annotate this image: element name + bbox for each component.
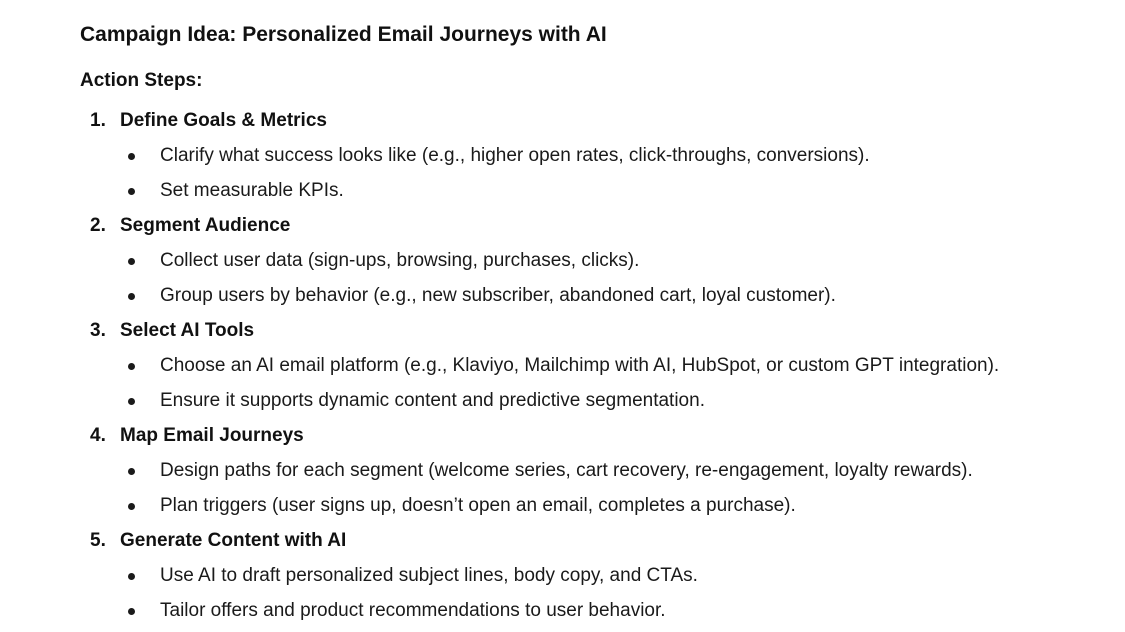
step-title: Generate Content with AI [120, 530, 347, 551]
step-title: Segment Audience [120, 215, 291, 236]
step-title: Select AI Tools [120, 320, 255, 341]
list-item-text: Group users by behavior (e.g., new subscriber, abandoned cart, loyal customer). [160, 285, 836, 306]
step-number: 1. [90, 110, 106, 131]
bullet-icon [128, 398, 135, 405]
section-heading: Action Steps: [80, 70, 203, 91]
list-item-text: Choose an AI email platform (e.g., Klaviyo, Mailchimp with AI, HubSpot, or custom GPT integration). [160, 355, 1000, 376]
list-item-text: Design paths for each segment (welcome series, cart recovery, re-engagement, loyalty rewards). [160, 460, 973, 481]
bullet-icon [128, 293, 135, 300]
bullet-icon [128, 503, 135, 510]
bullet-icon [128, 608, 135, 615]
bullet-icon [128, 468, 135, 475]
list-item-text: Plan triggers (user signs up, doesn’t open an email, completes a purchase). [160, 495, 796, 516]
step-number: 4. [90, 425, 106, 446]
step-number: 2. [90, 215, 106, 236]
bullet-icon [128, 363, 135, 370]
bullet-icon [128, 188, 135, 195]
list-item-text: Collect user data (sign-ups, browsing, purchases, clicks). [160, 250, 640, 271]
list-item-text: Use AI to draft personalized subject lines, body copy, and CTAs. [160, 565, 698, 586]
list-item-text: Clarify what success looks like (e.g., higher open rates, click-throughs, conversions). [160, 145, 870, 166]
list-item-text: Tailor offers and product recommendations to user behavior. [160, 600, 666, 621]
step-title: Define Goals & Metrics [120, 110, 327, 131]
list-item-text: Ensure it supports dynamic content and predictive segmentation. [160, 390, 705, 411]
step-title: Map Email Journeys [120, 425, 304, 446]
step-number: 5. [90, 530, 106, 551]
bullet-icon [128, 573, 135, 580]
step-number: 3. [90, 320, 106, 341]
list-item-text: Set measurable KPIs. [160, 180, 344, 201]
bullet-icon [128, 258, 135, 265]
page-title: Campaign Idea: Personalized Email Journeys with AI [80, 23, 607, 46]
bullet-icon [128, 153, 135, 160]
